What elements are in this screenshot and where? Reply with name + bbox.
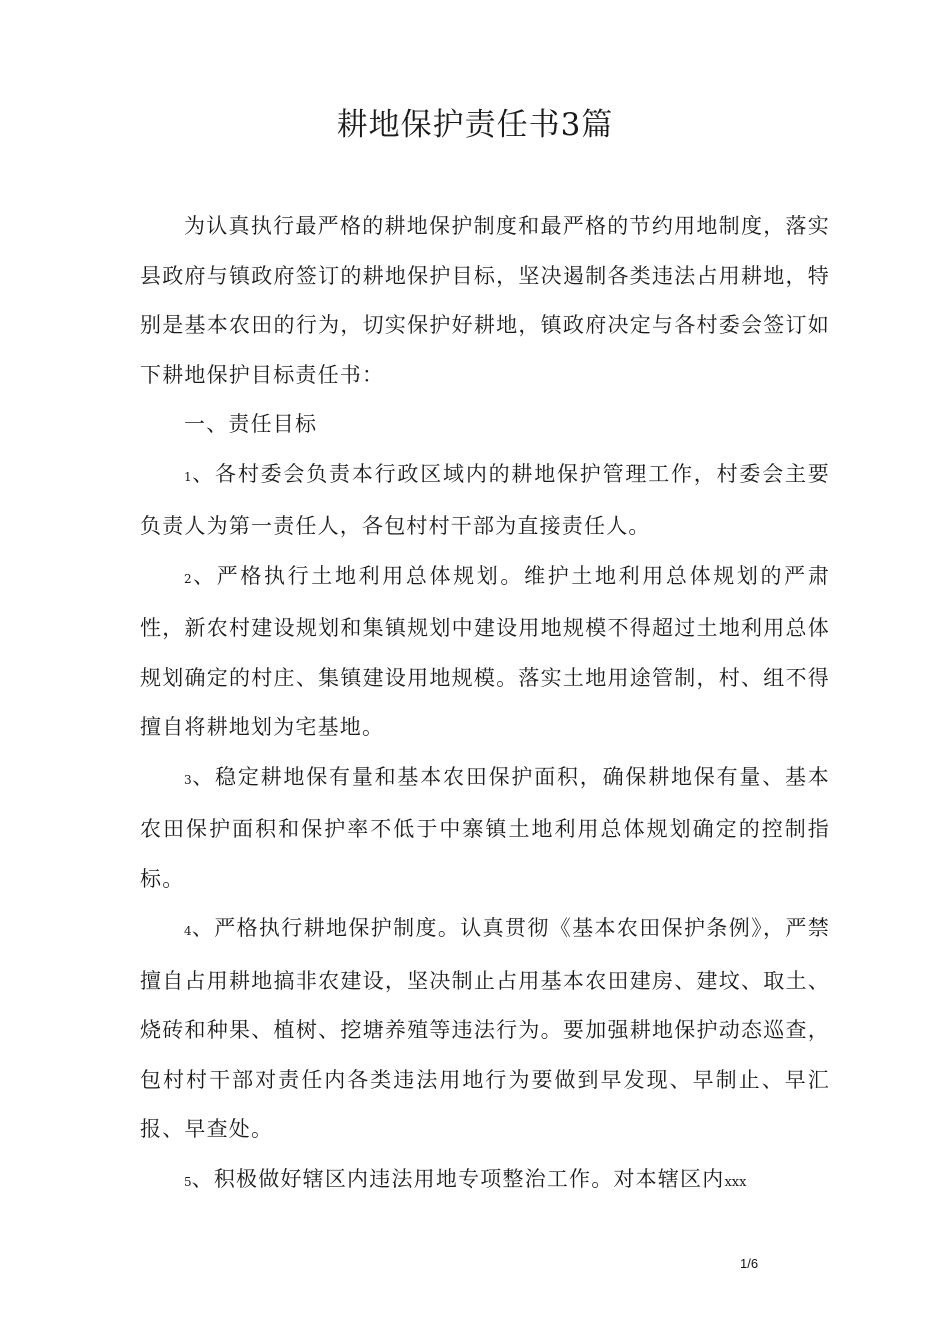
item-number: 4 — [184, 924, 192, 938]
item-paragraph — [140, 450, 830, 552]
document-title: 耕地保护责任书3篇 — [336, 107, 614, 143]
item-paragraph — [140, 1155, 830, 1208]
item-number: 5 — [184, 1174, 192, 1189]
item-number: 2 — [184, 571, 192, 586]
item-text: 、各村委会负责本行政区域内的耕地保护管理工作，村委会主要负责人为第一责任人，各包村村干部为直接责任人。 — [140, 461, 830, 538]
item-paragraph — [140, 552, 830, 753]
item-text: 、稳定耕地保有量和基本农田保护面积，确保耕地保有量、基本农田保护面积和保护率不低于中寨镇土地利用总体规划确定的控制指标。 — [140, 764, 830, 891]
item-text: 、积极做好辖区内违法用地专项整治工作。对本辖区内 — [191, 1166, 725, 1191]
document-body — [140, 202, 830, 1207]
item-text: 、严格执行耕地保护制度。认真贯彻《基本农田保护条例》，严禁擅自占用耕地搞非农建设，坚决制止占用基本农田建房、建坟、取土、烧砖和种果、植树、挖塘养殖等违法行为。要加强耕地保护动态巡查，包村村干部对责任内各类违法用地行为要做到早发现、早制止、早汇报、早查处。 — [140, 916, 830, 1141]
page-number: 1/6 — [740, 1256, 759, 1271]
intro-paragraph: 为认真执行最严格的耕地保护制度和最严格的节约用地制度，落实县政府与镇政府签订的耕地保护目标，坚决遏制各类违法占用耕地，特别是基本农田的行为，切实保护好耕地，镇政府决定与各村委会签订如下耕地保护目标责任书： — [140, 214, 830, 387]
item-paragraph — [140, 904, 830, 1155]
item-number: 3 — [184, 772, 192, 787]
item-text: 、严格执行土地利用总体规划。维护土地利用总体规划的严肃性，新农村建设规划和集镇规划中建设用地规模不得超过土地利用总体规划确定的村庄、集镇建设用地规模。落实土地用途管制，村、组不得擅自将耕地划为宅基地。 — [140, 563, 830, 739]
placeholder-text: xxx — [724, 1174, 747, 1190]
section-heading: 一、责任目标 — [184, 412, 318, 436]
item-number: 1 — [184, 469, 192, 484]
item-paragraph — [140, 753, 830, 905]
